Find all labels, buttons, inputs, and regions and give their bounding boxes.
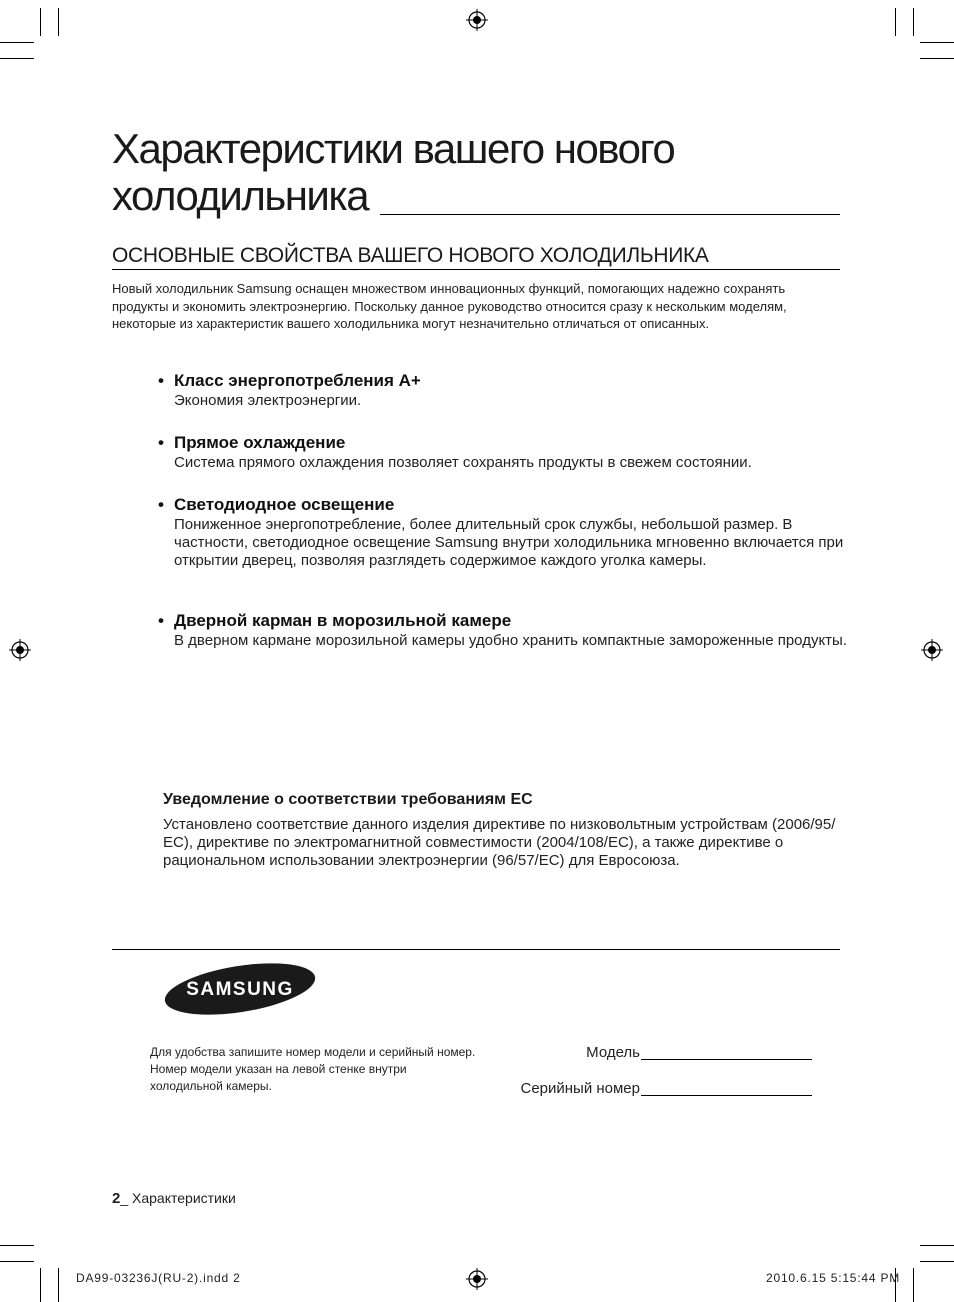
crop-mark	[58, 8, 59, 36]
ec-notice	[163, 790, 853, 870]
crop-mark	[0, 42, 34, 43]
feature-title-text: Класс энергопотребления A+	[174, 371, 421, 390]
feature-item	[158, 370, 848, 410]
feature-title	[158, 494, 848, 516]
serial-label: Серийный номер	[520, 1080, 640, 1097]
crop-mark	[913, 1268, 914, 1302]
feature-description: Пониженное энергопотребление, более длительный срок службы, небольшой размер. В частности, светодиодное освещение Samsung внутри холодильника мгновенно включается при открытии дверец, позволяя разглядеть содержимое каждого уголка камеры.	[174, 516, 844, 569]
slug-timestamp: 2010.6.15 5:15:44 PM	[766, 1271, 901, 1285]
samsung-logo	[163, 962, 317, 1016]
section-title: ОСНОВНЫЕ СВОЙСТВА ВАШЕГО НОВОГО ХОЛОДИЛЬНИКА	[112, 244, 709, 267]
slug-filename: DA99-03236J(RU-2).indd 2	[76, 1271, 241, 1285]
feature-description: Экономия электроэнергии.	[174, 392, 362, 409]
feature-description: В дверном кармане морозильной камеры удобно хранить компактные замороженные продукты.	[174, 632, 848, 649]
registration-mark-icon	[9, 639, 31, 661]
ec-notice-title: Уведомление о соответствии требованиям ЕС	[163, 791, 533, 808]
bullet: •	[158, 495, 164, 514]
page-title: Характеристики вашего нового холодильника	[112, 125, 675, 219]
crop-mark	[913, 8, 914, 36]
crop-mark	[40, 1268, 41, 1302]
crop-mark	[0, 58, 34, 59]
feature-item	[158, 610, 848, 650]
crop-mark	[0, 1245, 34, 1246]
crop-mark	[920, 42, 954, 43]
title-divider	[380, 214, 840, 215]
crop-mark	[920, 58, 954, 59]
registration-mark-icon	[921, 639, 943, 661]
bullet: •	[158, 371, 164, 390]
registration-mark-icon	[466, 9, 488, 31]
page-footer	[112, 1190, 236, 1207]
bullet: •	[158, 611, 164, 630]
feature-title	[158, 370, 848, 392]
model-label: Модель	[586, 1044, 640, 1061]
crop-mark	[58, 1268, 59, 1302]
page-number: 2	[112, 1190, 121, 1207]
feature-title-text: Светодиодное освещение	[174, 495, 395, 514]
crop-mark	[920, 1245, 954, 1246]
registration-mark-icon	[466, 1268, 488, 1290]
serial-field[interactable]	[641, 1095, 812, 1096]
record-note: Для удобства запишите номер модели и серийный номер. Номер модели указан на левой стенке внутри холодильной камеры.	[150, 1045, 476, 1093]
feature-title-text: Прямое охлаждение	[174, 433, 346, 452]
bullet: •	[158, 433, 164, 452]
bottom-divider	[112, 949, 840, 950]
feature-title	[158, 610, 848, 632]
crop-mark	[895, 8, 896, 36]
crop-mark	[0, 1261, 34, 1262]
logo-text: SAMSUNG	[186, 979, 294, 1000]
crop-mark	[40, 8, 41, 36]
feature-title-text: Дверной карман в морозильной камере	[174, 611, 512, 630]
feature-item	[158, 494, 848, 570]
section-divider	[112, 269, 840, 270]
footer-section: _ Характеристики	[120, 1190, 236, 1206]
feature-item	[158, 432, 848, 472]
crop-mark	[920, 1261, 954, 1262]
feature-description: Система прямого охлаждения позволяет сохранять продукты в свежем состоянии.	[174, 454, 752, 471]
intro-paragraph: Новый холодильник Samsung оснащен множеством инновационных функций, помогающих надежно сохранять продукты и экономить электроэнергию. Поскольку данное руководство относится сразу к нескольким моделям, некоторые из характеристик вашего холодильника могут незначительно отличаться от описанных.	[112, 281, 787, 331]
ec-notice-text: Установлено соответствие данного изделия директиве по низковольтным устройствам (2006/95/ЕС), директиве по электромагнитной совместимости (2004/108/ЕС), а также директиве о рациональном использовании электроэнергии (96/57/ЕС) для Евросоюза.	[163, 816, 836, 869]
model-field[interactable]	[641, 1059, 812, 1060]
feature-title	[158, 432, 848, 454]
